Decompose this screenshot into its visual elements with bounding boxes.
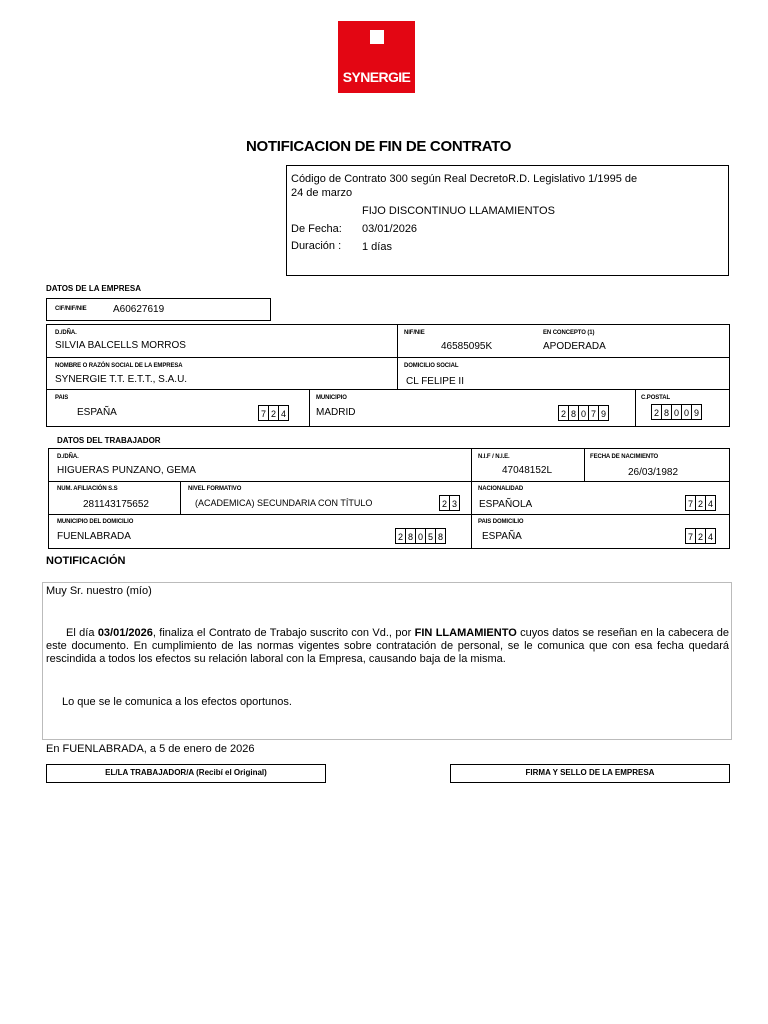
contract-date-label: De Fecha: xyxy=(291,223,342,235)
trabajador-municipio-value: FUENLABRADA xyxy=(57,531,131,542)
empresa-nif-value: 46585095K xyxy=(441,341,493,352)
contract-date-value: 03/01/2026 xyxy=(362,223,418,235)
trabajador-municipio-label: MUNICIPIO DEL DOMICILIO xyxy=(57,519,134,525)
empresa-cpostal-label: C.POSTAL xyxy=(641,395,671,401)
empresa-pais-value: ESPAÑA xyxy=(77,407,117,418)
empresa-domicilio-label: DOMICILIO SOCIAL xyxy=(404,363,459,369)
notificacion-reason: FIN LLAMAMIENTO xyxy=(414,627,517,639)
contract-duration-value: 1 días xyxy=(362,241,392,253)
company-signature-box: FIRMA Y SELLO DE LA EMPRESA xyxy=(450,764,730,783)
empresa-concepto-label: EN CONCEPTO (1) xyxy=(543,330,595,336)
trabajador-pais-code: 7 2 4 xyxy=(686,528,716,544)
empresa-details-box xyxy=(46,324,730,427)
worker-signature-box: EL/LA TRABAJADOR/A (Recibí el Original) xyxy=(46,764,326,783)
empresa-nif-label: NIF/NIE xyxy=(404,330,425,336)
trabajador-nacionalidad-code: 7 2 4 xyxy=(686,495,716,511)
page-title: NOTIFICACION DE FIN DE CONTRATO xyxy=(246,138,512,155)
empresa-cpostal-code: 2 8 0 0 9 xyxy=(652,404,702,420)
empresa-pais-code: 7 2 4 xyxy=(259,405,289,421)
trabajador-nacimiento-value: 26/03/1982 xyxy=(628,467,679,478)
empresa-cif-box xyxy=(46,298,271,321)
trabajador-afiliacion-label: NUM. AFILIACIÓN S.S xyxy=(57,486,118,492)
notificacion-section-title: NOTIFICACIÓN xyxy=(46,555,126,567)
contract-code-line2: 24 de marzo xyxy=(291,187,353,199)
place-date: En FUENLABRADA, a 5 de enero de 2026 xyxy=(46,743,255,755)
trabajador-section-title: DATOS DEL TRABAJADOR xyxy=(57,436,161,445)
empresa-dona-value: SILVIA BALCELLS MORROS xyxy=(55,340,186,351)
empresa-cif-label: CIF/NIF/NIE xyxy=(55,306,87,312)
trabajador-dona-value: HIGUERAS PUNZANO, GEMA xyxy=(57,465,196,476)
trabajador-dona-label: D./DÑA. xyxy=(57,454,79,460)
empresa-cif-value: A60627619 xyxy=(113,304,165,315)
empresa-domicilio-value: CL FELIPE II xyxy=(406,376,464,387)
contract-box xyxy=(286,165,729,276)
trabajador-pais-value: ESPAÑA xyxy=(482,531,522,542)
notificacion-box xyxy=(42,582,732,740)
empresa-dona-label: D./DÑA. xyxy=(55,330,77,336)
synergie-logo xyxy=(338,21,415,93)
trabajador-nivel-value: (ACADEMICA) SECUNDARIA CON TÍTULO xyxy=(195,498,373,508)
empresa-municipio-value: MADRID xyxy=(316,407,356,418)
trabajador-details-box xyxy=(48,448,730,549)
trabajador-municipio-code: 2 8 0 5 8 xyxy=(396,528,446,544)
notificacion-date: 03/01/2026 xyxy=(97,627,153,639)
empresa-municipio-label: MUNICIPIO xyxy=(316,395,347,401)
notificacion-greeting: Muy Sr. nuestro (mío) xyxy=(46,585,152,597)
empresa-section-title: DATOS DE LA EMPRESA xyxy=(46,284,141,293)
empresa-municipio-code: 2 8 0 7 9 xyxy=(559,405,609,421)
contract-code-line1: Código de Contrato 300 según Real DecretoR.D. Legislativo 1/1995 de xyxy=(291,173,638,185)
trabajador-nacionalidad-value: ESPAÑOLA xyxy=(479,499,533,510)
logo-square-icon xyxy=(370,30,384,44)
trabajador-nacionalidad-label: NACIONALIDAD xyxy=(478,486,524,492)
trabajador-pais-label: PAIS DOMICILIO xyxy=(478,519,524,525)
contract-duration-label: Duración : xyxy=(291,240,342,252)
contract-type: FIJO DISCONTINUO LLAMAMIENTOS xyxy=(362,205,555,217)
logo-text: SYNERGIE xyxy=(342,69,411,85)
notificacion-paragraph-1: El día 03/01/2026, finaliza el Contrato de Trabajo suscrito con Vd., por FIN LLAMAMIENTO cuyos datos se reseñan en la cabecera de este documento. En cumplimiento de las normas vigentes sobre contratación de personal, se le comunica que con esa fecha quedará rescindida a todos los efectos su relación laboral con la Empresa, causando baja de la misma. xyxy=(46,627,730,665)
trabajador-nacimiento-label: FECHA DE NACIMIENTO xyxy=(590,454,659,460)
empresa-razon-value: SYNERGIE T.T. E.T.T., S.A.U. xyxy=(55,374,188,385)
trabajador-afiliacion-value: 281143175652 xyxy=(83,499,149,510)
notificacion-paragraph-2: Lo que se le comunica a los efectos oportunos. xyxy=(62,696,292,708)
trabajador-nivel-label: NIVEL FORMATIVO xyxy=(188,486,242,492)
empresa-pais-label: PAIS xyxy=(55,395,69,401)
empresa-concepto-value: APODERADA xyxy=(543,341,606,352)
trabajador-nivel-code: 2 3 xyxy=(440,495,460,511)
trabajador-nif-label: N.I.F / N.I.E. xyxy=(478,454,510,460)
empresa-razon-label: NOMBRE O RAZÓN SOCIAL DE LA EMPRESA xyxy=(55,363,183,369)
trabajador-nif-value: 47048152L xyxy=(502,465,553,476)
